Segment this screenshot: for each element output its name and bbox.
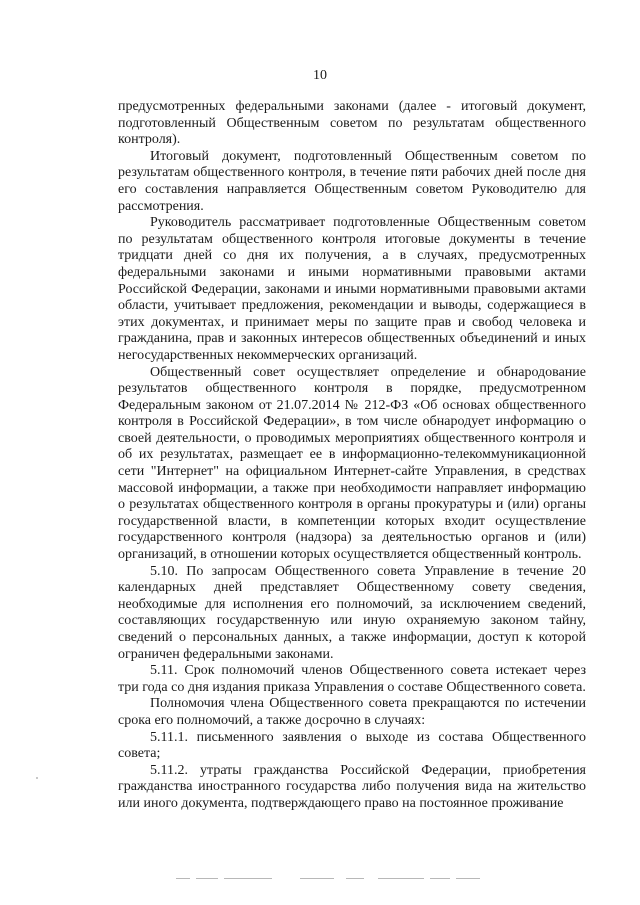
- document-body: [118, 99, 586, 813]
- paragraph-5-11: 5.11. Срок полномочий членов Общественного совета истекает через три года со дня издания приказа Управления о составе Общественного совета.: [118, 663, 586, 695]
- paragraph-5-11-2: 5.11.2. утраты гражданства Российской Федерации, приобретения гражданства иностранного государства либо получения вида на жительство или иного документа, подтверждающего право на постоянное проживание: [118, 762, 586, 811]
- paragraph-final-document: Итоговый документ, подготовленный Общественным советом по результатам общественного контроля, в течение пяти рабочих дней после дня его составления направляется Общественным советом Руководителю для рассмотрения.: [118, 148, 586, 214]
- paragraph-5-10: 5.10. По запросам Общественного совета Управление в течение 20 календарных дней представляет Общественному совету сведения, необходимые для исполнения его полномочий, за исключением сведений, составляющих государственную или иную охраняемую законом тайну, сведений о персональных данных, а также информации, доступ к которой ограничен федеральными законами.: [118, 563, 586, 662]
- margin-mark: [36, 777, 38, 779]
- paragraph-head-review: Руководитель рассматривает подготовленные Общественным советом по результатам общественного контроля итоговые документы в течение тридцати дней со дня их получения, а в случаях, предусмотренных федеральными законами и иными нормативными правовыми актами Российской Федерации, законами и иными нормативными правовыми актами области, учитывает предложения, рекомендации и выводы, содержащиеся в этих документах, и принимает меры по защите прав и свобод человека и гражданина, прав и законных интересов общественных объединений и иных негосударственных некоммерческих организаций.: [118, 215, 586, 363]
- footer-scan-rule: [0, 878, 640, 879]
- paragraph-publication: Общественный совет осуществляет определение и обнародование результатов общественного контроля в порядке, предусмотренном Федеральным законом от 21.07.2014 № 212-ФЗ «Об основах общественного контроля в Российской Федерации», в том числе обнародует информацию о своей деятельности, о проводимых мероприятиях общественного контроля и об их результатах, размещает ее в информационно-телекоммуникационной сети "Интернет" на официальном Интернет-сайте Управления, в средствах массовой информации, а также при необходимости направляет информацию о результатах общественного контроля в органы прокуратуры и (или) органы государственной власти, в компетенции которых входит осуществление государственного контроля (надзора) за деятельностью органов и (или) организаций, в отношении которых осуществляется общественный контроль.: [118, 364, 586, 563]
- paragraph-5-11-1: 5.11.1. письменного заявления о выходе из состава Общественного совета;: [118, 729, 586, 762]
- paragraph-termination: Полномочия члена Общественного совета прекращаются по истечении срока его полномочий, а также досрочно в случаях:: [118, 696, 586, 728]
- page-number: 10: [313, 68, 327, 83]
- paragraph-continuation: предусмотренных федеральными законами (далее - итоговый документ, подготовленный Общественным советом по результатам общественного контроля).: [118, 99, 586, 148]
